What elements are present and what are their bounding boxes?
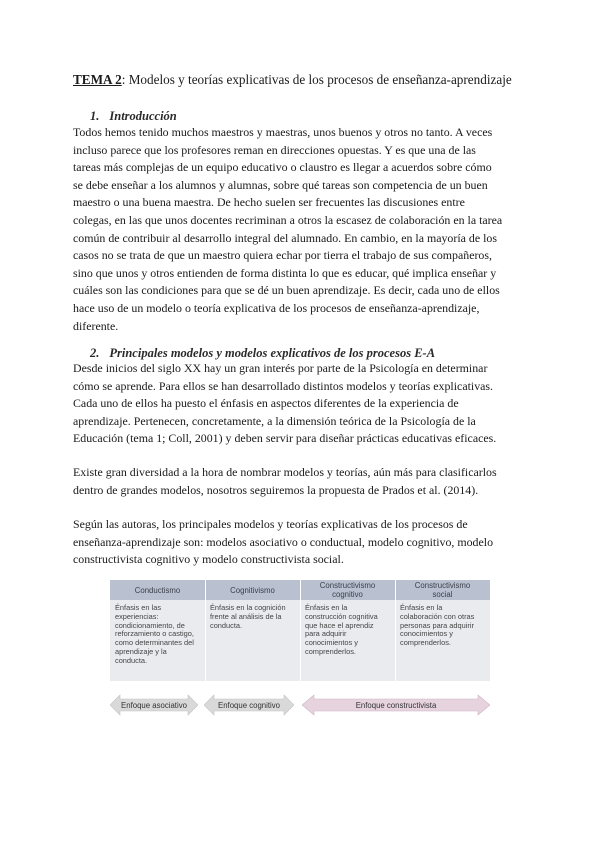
section-1-heading: 1. Introducción [90,109,177,123]
section-2-heading: 2. Principales modelos y modelos explicativos de los procesos E-A [90,346,436,360]
table-divider [300,580,301,681]
arrow-enfoque-constructivista [302,694,490,716]
section-2-paragraph-1: Desde inicios del siglo XX hay un gran interés por parte de la Psicología en determinar cómo se aprende. Para ellos se han desarrollado distintos modelos y teorías explicativas. Cada uno de ellos ha puesto el énfasis en aspectos diferentes de la experiencia de aprendizaje. Pertenecen, concretamente, a la dimensión teórica de la Psicología de la Educación (tema 1; Coll, 2001) y deben servir para diseñar prácticas educativas eficaces. [73,361,497,446]
arrow-enfoque-asociativo [110,694,198,716]
title-lead: TEMA 2 [73,72,122,87]
table-header-constructivismo-cognitivo: Constructivismo cognitivo [300,580,395,600]
section-2-paragraph-3: Según las autoras, los principales modelos y teorías explicativas de los procesos de enseñanza-aprendizaje son: modelos asociativo o conductual, modelo cognitivo, modelo constructivista cognitivo y modelo constructivista social. [73,517,494,567]
table-cell-cognitivismo: Énfasis en la cognición frente al análisis de la conducta. [210,603,286,630]
arrow-label: Enfoque cognitivo [218,700,280,710]
table-header-conductismo: Conductismo [110,580,205,600]
title-rest: : Modelos y teorías explicativas de los procesos de enseñanza-aprendizaje [121,72,512,87]
section-1-paragraph: Todos hemos tenido muchos maestros y maestras, unos buenos y otros no tanto. A veces incluso parece que los profesores reman en direcciones opuestas. Y es que una de las tareas más complejas de un equipo educativo o claustro es llegar a acuerdos sobre cómo se debe enseñar a los alumnos y alumnas, sobre qué tareas son competencia de un buen maestro o una buena maestra. De hecho suelen ser frecuentes las discusiones entre colegas, en las que unos docentes recriminan a otros la escasez de colaboración en la tarea común de contribuir al desarrollo integral del alumnado. En cambio, en la mayoría de los casos no se trata de que un maestro quiera echar por tierra el trabajo de sus compañeros, sino que unos y otros entienden de forma distinta lo que es educar, qué implica enseñar y cuáles son las condiciones para que se dé un buen aprendizaje. Es decir, cada uno de ellos hace uso de un modelo o teoría explicativa de los procesos de enseñanza-aprendizaje, diferente. [73,125,503,333]
table-header-cognitivismo: Cognitivismo [205,580,300,600]
arrow-label: Enfoque constructivista [355,700,437,710]
arrow-label: Enfoque asociativo [121,700,187,710]
table-cell-constructivismo-social: Énfasis en la colaboración con otras personas para adquirir conocimientos y comprenderlos. [400,603,475,648]
table-divider [205,580,206,681]
table-cell-conductismo: Énfasis en las experiencias: condicionamiento, de reforzamiento o castigo, como determinantes del aprendizaje y la conducta. [115,603,194,665]
section-2-paragraph-2: Existe gran diversidad a la hora de nombrar modelos y teorías, aún más para clasificarlos dentro de grandes modelos, nosotros seguiremos la propuesta de Prados et al. (2014). [73,465,497,497]
table-divider [395,580,396,681]
arrow-enfoque-cognitivo [204,694,294,716]
table-header-constructivismo-social: Constructivismo social [395,580,490,600]
table-cell-constructivismo-cognitivo: Énfasis en la construcción cognitiva que hace el aprendiz para adquirir conocimientos y comprenderlos. [305,603,378,656]
models-table [110,580,490,681]
document-title [73,72,533,88]
